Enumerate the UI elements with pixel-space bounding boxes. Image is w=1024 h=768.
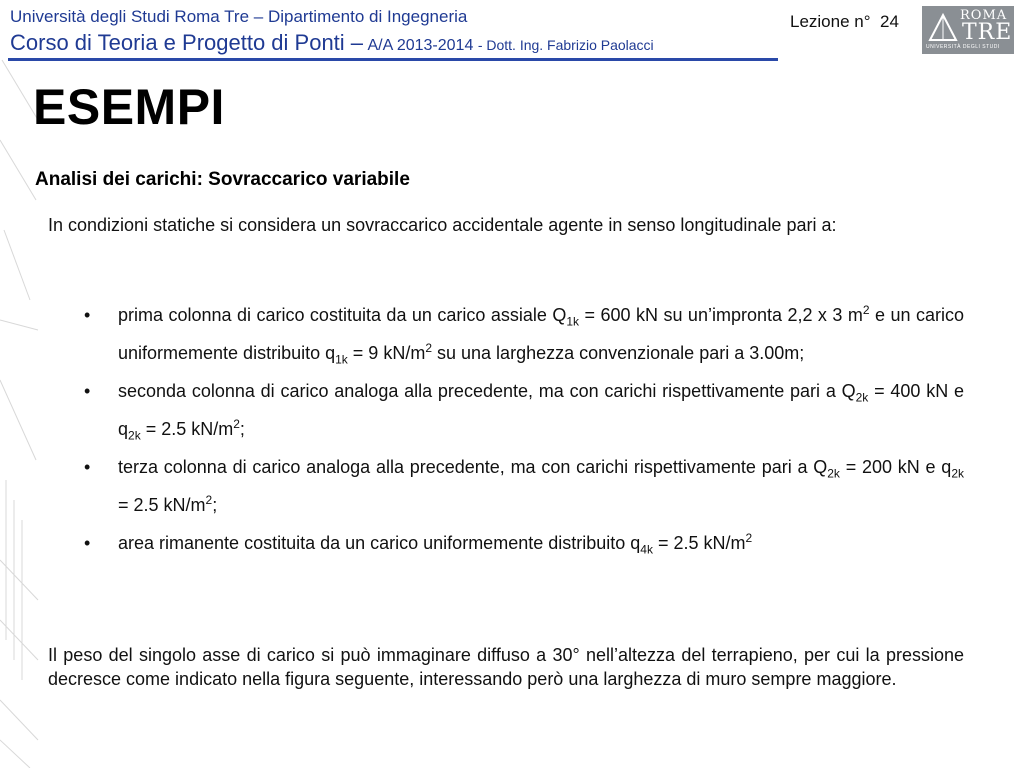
subscript: 1k	[566, 314, 580, 329]
lesson-label: Lezione n°	[790, 12, 871, 31]
header-divider	[8, 58, 778, 61]
closing-paragraph	[48, 643, 964, 691]
text-fragment: = 2.5 kN/m	[140, 419, 234, 439]
text-fragment: = 2.5 kN/m	[652, 533, 746, 553]
logo-text-tre: TRE	[962, 20, 1013, 45]
subscript: 2k	[855, 390, 869, 405]
text-fragment: = 400 kN e q	[118, 381, 965, 439]
list-item-third-column	[72, 448, 964, 524]
text-fragment: = 600 kN su un’impronta 2,2 x 3 m	[579, 305, 863, 325]
bullet-icon: •	[84, 533, 91, 553]
logo-text-roma: ROMA	[960, 8, 1008, 23]
superscript: 2	[233, 417, 240, 431]
superscript: 2	[745, 531, 753, 545]
text-fragment: prima colonna di carico costituita da un carico assiale Q	[118, 305, 567, 325]
text-fragment: = 2.5 kN/m	[118, 495, 206, 515]
bullet-icon: •	[84, 381, 91, 401]
superscript: 2	[205, 493, 213, 507]
text-fragment: seconda colonna di carico analoga alla precedente, ma con carichi rispettivamente pari a Q	[118, 381, 856, 401]
bullet-icon: •	[84, 305, 91, 325]
subscript: 2k	[827, 466, 840, 481]
text-fragment: ;	[239, 419, 245, 439]
course-header	[10, 30, 654, 56]
text-fragment: terza colonna di carico analoga alla precedente, ma con carichi rispettivamente pari a Q	[118, 457, 828, 477]
list-item-remaining-area	[72, 524, 964, 562]
academic-year: A/A 2013-2014	[367, 37, 474, 54]
text-fragment: su una larghezza convenzionale pari a 3.00m;	[432, 343, 805, 363]
list-item-second-column	[72, 372, 964, 448]
closing-text: Il peso del singolo asse di carico si può immaginare diffuso a 30° nell’altezza del terrapieno, per cui la pressione decresce come indicato nella figura seguente, interessando però una larghezza di muro sempre maggiore.	[48, 645, 964, 689]
slide-subtitle: Analisi dei carichi: Sovraccarico variabile	[35, 169, 410, 190]
text-fragment: area rimanente costituita da un carico uniformemente distribuito q	[118, 533, 641, 553]
text-fragment: e un carico uniformemente distribuito q	[118, 305, 964, 363]
superscript: 2	[425, 341, 433, 355]
intro-text: In condizioni statiche si considera un sovraccarico accidentale agente in senso longitudinale pari a:	[48, 215, 837, 235]
load-columns-list	[72, 296, 964, 562]
pyramid-icon	[928, 12, 958, 42]
course-name: Corso di Teoria e Progetto di Ponti –	[10, 30, 364, 55]
superscript: 2	[862, 303, 870, 317]
lesson-indicator	[790, 12, 899, 32]
intro-paragraph	[48, 213, 964, 237]
text-fragment: = 9 kN/m	[347, 343, 426, 363]
roma-tre-logo	[922, 6, 1014, 54]
text-fragment: ;	[212, 495, 218, 515]
subscript: 1k	[335, 352, 348, 367]
subscript: 2k	[128, 428, 141, 443]
bullet-icon: •	[84, 457, 91, 477]
list-item-first-column	[72, 296, 964, 372]
author-name: - Dott. Ing. Fabrizio Paolacci	[477, 37, 654, 53]
subscript: 4k	[640, 542, 653, 557]
university-header: Università degli Studi Roma Tre – Dipartimento di Ingegneria	[10, 7, 468, 26]
lesson-number: 24	[879, 12, 899, 31]
logo-text-university: UNIVERSITÀ DEGLI STUDI	[926, 44, 1000, 50]
subscript: 2k	[951, 466, 964, 481]
slide-title: ESEMPI	[33, 79, 225, 135]
text-fragment: = 200 kN e q	[839, 457, 952, 477]
